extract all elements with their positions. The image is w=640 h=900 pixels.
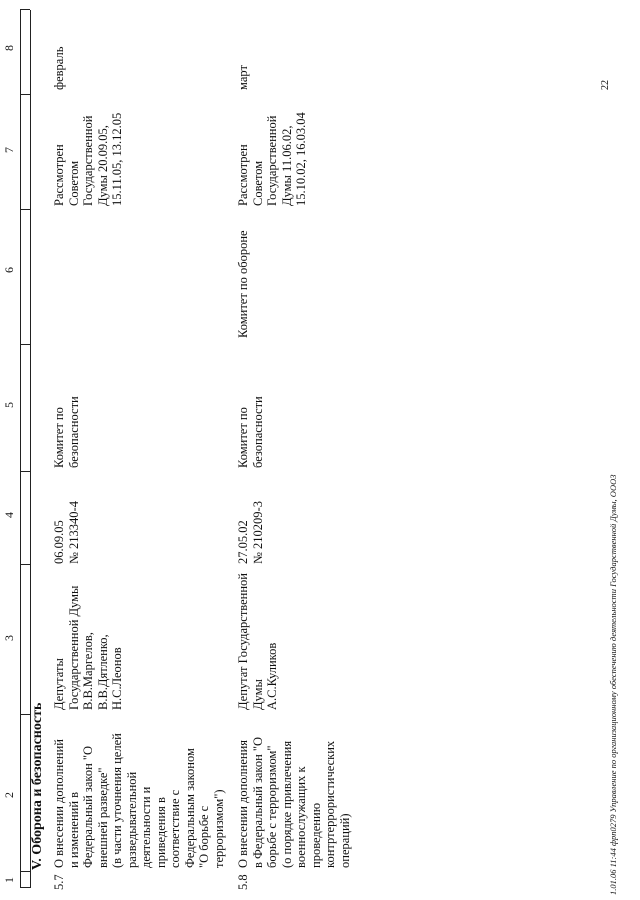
header-divider-1 — [20, 887, 30, 888]
row-5-8-title: О внесении дополнения в Федеральный закон "О борьбе с терроризмом" (о порядке привлечения военнослужащих к проведению контртеррористических операций) — [236, 736, 352, 868]
col-number-5: 5 — [2, 402, 16, 408]
col-number-4: 4 — [2, 512, 16, 518]
footer-note: 1.01.06 11:44 фрп0279 Управление по организационному обеспечению деятельности Государственной Думы, ООО3 — [608, 474, 618, 895]
col-number-8: 8 — [2, 45, 16, 51]
header-top-line — [20, 10, 21, 888]
col-number-2: 2 — [2, 792, 16, 798]
header-divider-5 — [20, 471, 30, 472]
row-5-8-registration: 27.05.02 № 210209-3 — [236, 501, 265, 564]
row-5-8-co-committee: Комитет по обороне — [236, 230, 250, 338]
header-divider-8 — [20, 94, 30, 95]
row-5-7-term: февраль — [52, 46, 66, 90]
row-5-7-committee: Комитет по безопасности — [52, 396, 81, 468]
header-divider-9 — [20, 9, 30, 10]
row-5-7-initiator: Депутаты Государственной Думы В.В.Маргелов, В.В.Дятленко, Н.С.Леонов — [52, 585, 124, 710]
col-number-3: 3 — [2, 635, 16, 641]
col-number-6: 6 — [2, 267, 16, 273]
row-5-8-committee: Комитет по безопасности — [236, 396, 265, 468]
header-divider-3 — [20, 714, 30, 715]
header-divider-2 — [20, 871, 30, 872]
row-5-8-term: март — [236, 65, 250, 90]
header-divider-4 — [20, 564, 30, 565]
col-number-7: 7 — [2, 147, 16, 153]
row-5-7-registration: 06.09.05 № 213340-4 — [52, 501, 81, 564]
col-number-1: 1 — [2, 877, 16, 883]
row-5-7-title: О внесении дополнений и изменений в Федеральный закон "О внешней разведке" (в части уточнения целей разведывательной деятельности и приведения в соответствие с Федеральным законом "О борьбе с терроризмом") — [52, 733, 226, 868]
row-5-7-number: 5.7 — [52, 874, 66, 890]
row-5-8-status: Рассмотрен Советом Государственной Думы 11.06.02, 15.10.02, 16.03.04 — [236, 112, 308, 206]
header-divider-7 — [20, 209, 30, 210]
row-5-8-initiator: Депутат Государственной Думы А.С.Куликов — [236, 573, 279, 710]
section-title: V. Оборона и безопасность — [30, 702, 45, 870]
page-number: 22 — [600, 80, 611, 90]
row-5-7-status: Рассмотрен Советом Государственной Думы 20.09.05, 15.11.05, 13.12.05 — [52, 112, 124, 206]
row-5-8-number: 5.8 — [236, 874, 250, 890]
header-divider-6 — [20, 344, 30, 345]
